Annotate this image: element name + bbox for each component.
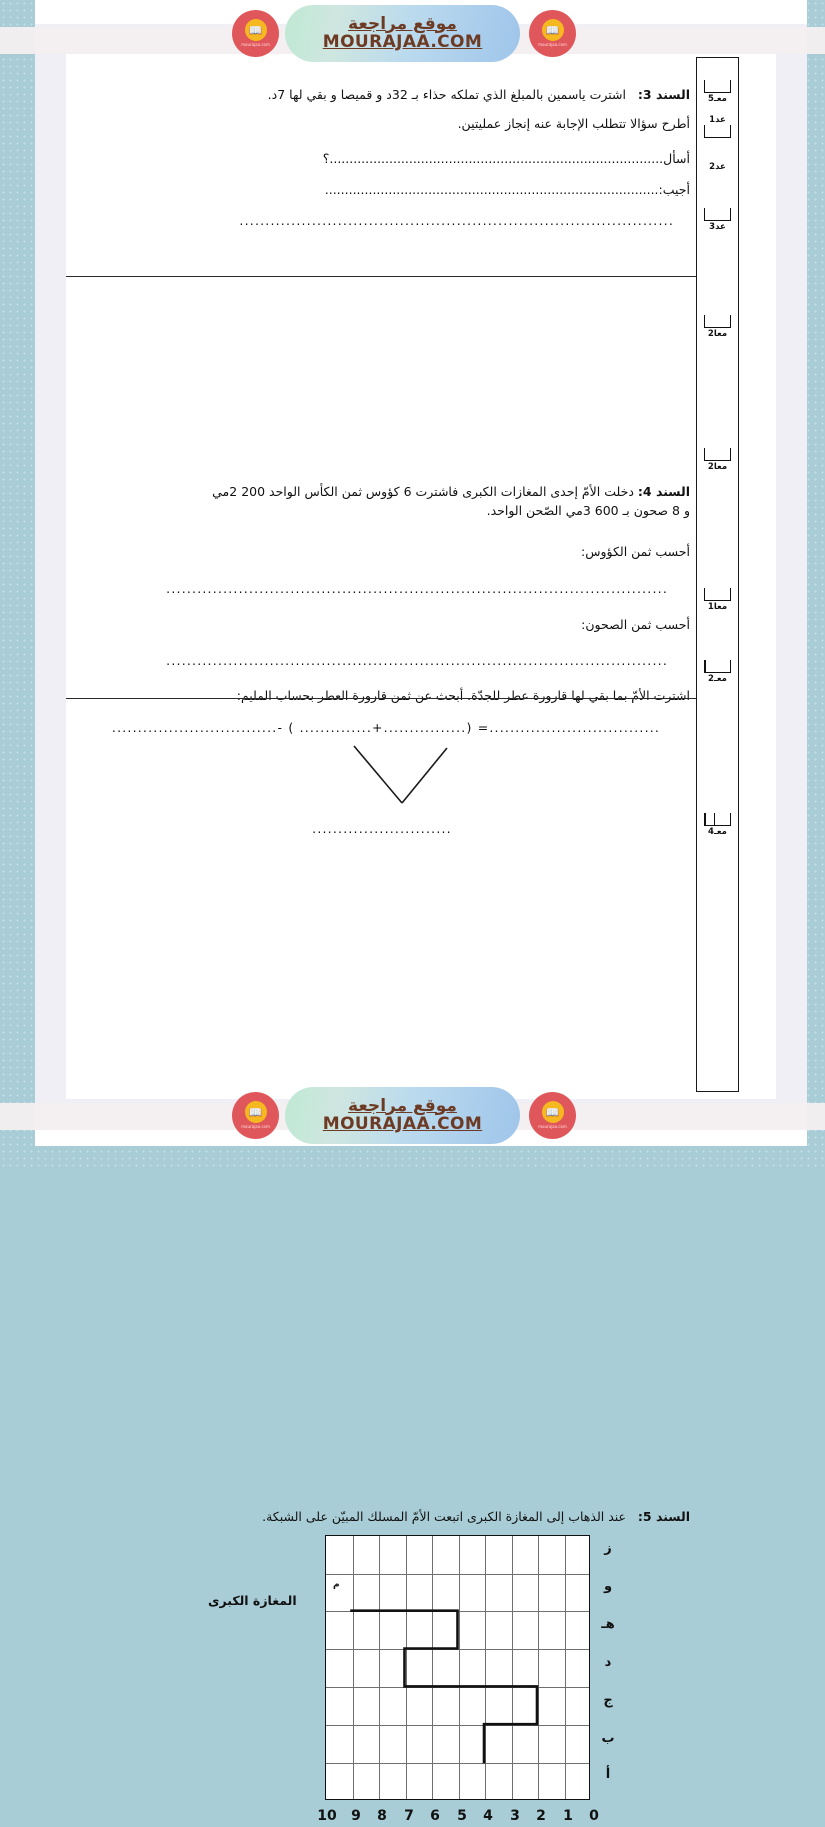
grid-row-label: ج: [603, 1692, 613, 1708]
score-box[interactable]: [704, 208, 731, 221]
sanad3-text: اشترت ياسمين بالمبلغ الذي تملكه حذاء بـ 32د و قميصا و بقي لها 7د.: [267, 87, 626, 102]
watermark-latin-bottom: MOURAJAA.COM: [322, 1113, 483, 1134]
grid-row-label: و: [603, 1578, 613, 1594]
watermark-logo-sub: mourajaa.com: [538, 1124, 567, 1130]
watermark-logo-left: [232, 10, 279, 57]
grid-row-label: ب: [601, 1730, 615, 1746]
sanad3-instruction: أطرح سؤالا تتطلب الإجابة عنه إنجاز عمليتين.: [457, 116, 690, 132]
grid-row-label: د: [604, 1654, 612, 1670]
score-cell[interactable]: [697, 315, 738, 339]
sanad3-blank-row: [74, 210, 690, 231]
sanad4-answer2: [74, 650, 690, 671]
v-arrow-annotation: [74, 738, 690, 816]
sanad5-tag: السند 5:: [637, 1509, 690, 1525]
grid-col-label: 3: [510, 1807, 520, 1824]
score-box[interactable]: [704, 588, 731, 601]
sanad4-line2: و 8 صحون بـ 600 3مي الصّحن الواحد.: [486, 502, 690, 518]
watermark-latin-top: MOURAJAA.COM: [322, 31, 483, 52]
dotted-fill: ....................................................................................: [324, 182, 659, 197]
score-column: [696, 57, 739, 1092]
watermark-logo-sub: mourajaa.com: [538, 42, 567, 48]
divider-2: [66, 698, 698, 699]
grid-col-label: 4: [483, 1807, 493, 1824]
score-label: معا2: [707, 329, 728, 339]
grid-row-label: أ: [605, 1766, 611, 1782]
grid-col-label: 8: [377, 1807, 387, 1824]
sanad4-answer1: [74, 578, 690, 599]
book-icon: 📖: [542, 19, 564, 41]
grid-col-label: 9: [351, 1807, 361, 1824]
score-label: معا2: [707, 462, 728, 472]
sanad4-equation: [74, 717, 690, 738]
sanad3-ask-label: أسأل: [663, 150, 690, 166]
score-cell[interactable]: [697, 813, 738, 837]
watermark-logo-left: [232, 1092, 279, 1139]
grid-col-label: 1: [563, 1807, 573, 1824]
score-cell[interactable]: [697, 161, 738, 172]
sanad3-answer-label: أجيب:: [658, 182, 690, 197]
dotted-fill: ....................................................................................: [239, 213, 674, 229]
sanad4-task1: أحسب ثمن الكؤوس:: [581, 544, 690, 560]
sanad4-text1: دخلت الأمّ إحدى المغازات الكبرى فاشترت 6 كؤوس ثمن الكأس الواحد 200 2مي: [212, 483, 634, 499]
score-box[interactable]: [704, 80, 731, 93]
grid-start-label: م: [333, 1579, 340, 1590]
route-path: [325, 1535, 591, 1801]
sanad4-task2: أحسب ثمن الصحون:: [581, 616, 690, 632]
sanad3-ask-row: [74, 148, 690, 169]
section-sanad-4: [66, 232, 698, 840]
watermark-arabic-bottom: موقع مراجعة: [348, 1095, 457, 1116]
score-box[interactable]: [704, 660, 731, 673]
dotted-fill: .................................................................................................: [166, 653, 668, 669]
dotted-fill: ...........................: [312, 821, 452, 837]
book-icon: 📖: [542, 1101, 564, 1123]
store-label: المغازة الكبرى: [208, 1592, 297, 1608]
watermark-logo-right: [529, 1092, 576, 1139]
sanad3-answer-row: [74, 179, 690, 200]
score-box[interactable]: [704, 813, 731, 826]
score-box[interactable]: [704, 315, 731, 328]
score-label: معـ4: [708, 827, 727, 837]
score-label: عد3: [709, 222, 726, 232]
score-label: معـ5: [708, 94, 727, 104]
watermark-pill-bottom: [285, 1087, 520, 1144]
book-icon: 📖: [245, 1101, 267, 1123]
dotted-fill: .................................................................................................: [166, 580, 668, 596]
score-label: معا1: [707, 602, 728, 612]
sanad3-tag: السند 3:: [637, 87, 690, 102]
grid-col-label: 2: [536, 1807, 546, 1824]
sanad4-result-blank: [74, 818, 690, 839]
watermark-arabic-top: موقع مراجعة: [348, 13, 457, 34]
grid-col-label: 7: [404, 1807, 414, 1824]
question-mark: ؟: [322, 150, 330, 166]
score-cell[interactable]: [697, 208, 738, 232]
grid-col-label: 6: [430, 1807, 440, 1824]
score-label: عد1: [709, 115, 726, 125]
equation-text: .................................= (................+.............. ) -................................: [111, 719, 661, 735]
grid-row-label: هـ: [601, 1616, 615, 1632]
sanad5-text: عند الذهاب إلى المغازة الكبرى اتبعت الأمّ المسلك المبيّن على الشبكة.: [262, 1509, 626, 1525]
grid-col-label: 10: [317, 1807, 337, 1824]
watermark-logo-sub: mourajaa.com: [241, 1124, 270, 1130]
sanad5-statement: [74, 1507, 690, 1526]
v-shape-icon: [346, 740, 456, 812]
score-cell[interactable]: [697, 588, 738, 612]
score-cell[interactable]: [697, 80, 738, 104]
score-label: معـ2: [708, 674, 727, 684]
sanad4-line1: [74, 482, 690, 501]
watermark-logo-right: [529, 10, 576, 57]
sanad4-task3: اشترت الأمّ بما بقي لها قارورة عطر للجدّة. أبحث عن ثمن قارورة العطر بحساب المليم:: [236, 687, 690, 703]
score-cell[interactable]: [697, 114, 738, 138]
score-box[interactable]: [704, 448, 731, 461]
grid-col-label: 0: [589, 1807, 599, 1824]
grid-row-label: ز: [604, 1540, 612, 1556]
score-cell[interactable]: [697, 660, 738, 684]
section-sanad-3: [66, 57, 698, 232]
section-sanad-5: [66, 839, 698, 1826]
watermark-pill-top: [285, 5, 520, 62]
sanad3-statement: [74, 85, 690, 104]
dotted-fill: ....................................................................................: [329, 150, 664, 166]
score-box[interactable]: [704, 125, 731, 138]
score-cell[interactable]: [697, 448, 738, 472]
route-grid-diagram: [58, 1527, 690, 1827]
book-icon: 📖: [245, 19, 267, 41]
grid-col-label: 5: [457, 1807, 467, 1824]
watermark-logo-sub: mourajaa.com: [241, 42, 270, 48]
sanad4-tag: السند 4:: [637, 483, 690, 499]
score-label: عد2: [709, 162, 726, 172]
